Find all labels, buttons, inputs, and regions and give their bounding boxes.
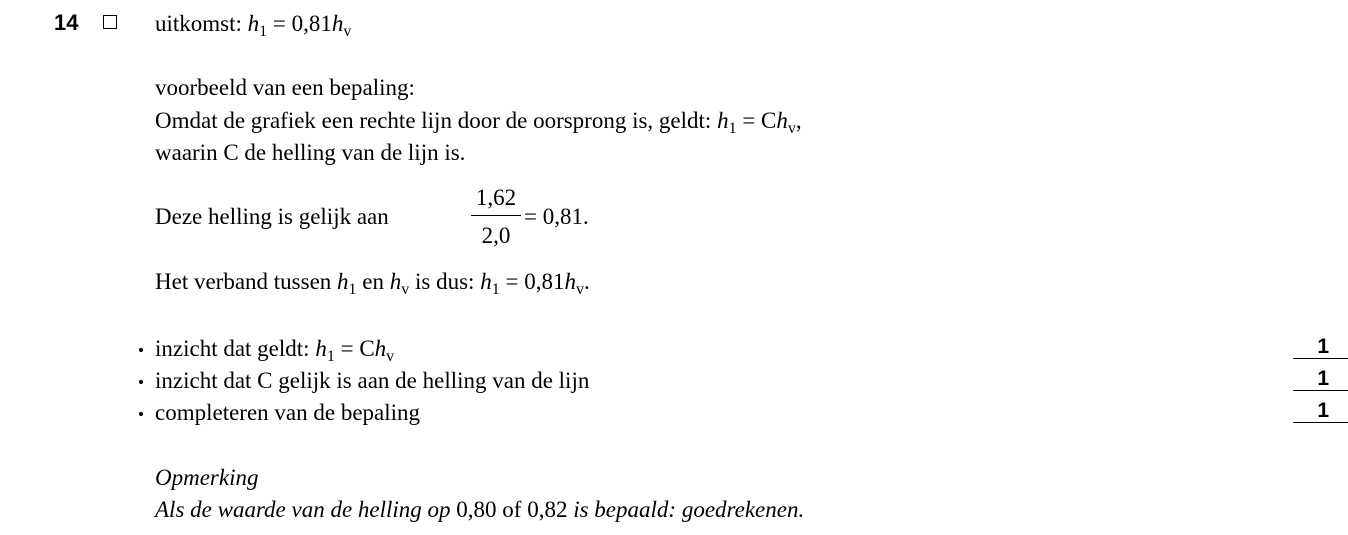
hv-symbol: h (374, 336, 387, 361)
relation-and: en (362, 269, 385, 294)
hv-subscript: v (401, 281, 410, 298)
equals-sign: = (742, 108, 756, 133)
relation-prefix: Het verband tussen (155, 269, 332, 294)
remark-value-2: 0,82 (527, 497, 568, 522)
h1-subscript: 1 (259, 23, 268, 40)
h1-symbol: h (315, 336, 327, 361)
h1-subscript: 1 (326, 348, 335, 365)
criterion-1 (155, 337, 394, 365)
relation-line (155, 270, 590, 298)
hv-symbol: h (331, 11, 344, 36)
hv-subscript: v (575, 281, 584, 298)
bullet-3 (139, 412, 143, 416)
h1-symbol: h (717, 108, 729, 133)
hv-subscript: v (343, 23, 352, 40)
bullet-2 (139, 380, 143, 384)
remark-part-2: is bepaald: goedrekenen. (573, 497, 805, 522)
criterion-1-text: inzicht dat geldt: (155, 336, 310, 361)
remark-title: Opmerking (155, 465, 259, 490)
criterion-3: completeren van de bepaling (155, 400, 421, 425)
relation-value: 0,81 (524, 269, 565, 294)
score-3 (1293, 400, 1348, 423)
example-line-1-text: Omdat de grafiek een rechte lijn door de oorsprong is, geldt: (155, 108, 712, 133)
score-2-value: 1 (1317, 367, 1329, 390)
result-prefix: uitkomst: (155, 11, 242, 36)
remark-part-1: Als de waarde van de helling op (155, 497, 451, 522)
score-1 (1293, 336, 1348, 359)
equals-sign: = (340, 336, 354, 361)
result-value: 0,81 (291, 11, 332, 36)
comma: , (795, 108, 802, 133)
hv-symbol: h (776, 108, 788, 133)
fraction-numerator: 1,62 (475, 185, 517, 210)
slope-fraction (471, 186, 521, 247)
hv-symbol: h (564, 269, 576, 294)
hv-symbol: h (389, 269, 402, 294)
equals-sign: = (272, 11, 286, 36)
hv-subscript: v (386, 348, 395, 365)
remark-value-1: 0,80 (456, 497, 497, 522)
equals-sign: = (505, 269, 519, 294)
slope-prefix: Deze helling is gelijk aan (155, 204, 389, 229)
example-heading: voorbeeld van een bepaling: (155, 75, 415, 100)
result-line (155, 12, 351, 40)
slope-result: = 0,81. (524, 204, 589, 229)
period: . (583, 269, 590, 294)
example-line-2: waarin C de helling van de lijn is. (155, 140, 466, 165)
h1-symbol: h (337, 269, 349, 294)
criterion-2: inzicht dat C gelijk is aan de helling van de lijn (155, 368, 590, 393)
fraction-denominator: 2,0 (481, 223, 511, 249)
h1-symbol: h (480, 269, 492, 294)
fraction-bar (471, 215, 521, 216)
remark-text (155, 498, 804, 521)
question-number: 14 (54, 10, 79, 35)
relation-mid: is dus: (415, 269, 475, 294)
checkbox[interactable] (103, 15, 117, 29)
remark-of: of (502, 497, 522, 522)
constant-c: C (761, 108, 777, 133)
example-line-1 (155, 109, 802, 137)
h1-subscript: 1 (491, 281, 500, 298)
score-2 (1293, 368, 1348, 391)
score-3-value: 1 (1317, 399, 1329, 422)
h1-symbol: h (247, 11, 260, 36)
score-1-value: 1 (1317, 335, 1329, 358)
h1-subscript: 1 (728, 120, 737, 137)
constant-c: C (359, 336, 375, 361)
h1-subscript: 1 (348, 281, 357, 298)
hv-subscript: v (787, 120, 796, 137)
bullet-1 (139, 348, 143, 352)
